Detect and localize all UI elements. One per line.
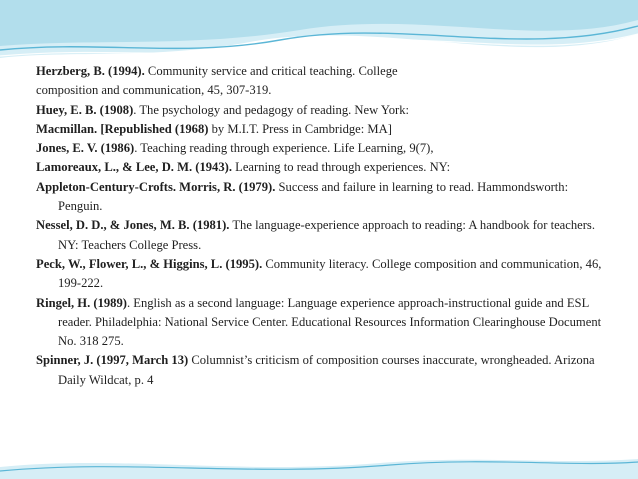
reference-spinner xyxy=(36,351,606,390)
reference-author: Herzberg, B. (1994). xyxy=(36,64,145,78)
reference-author: Huey, E. B. (1908) xyxy=(36,102,134,117)
reference-author: Lamoreaux, L., & Lee, D. M. (1943). xyxy=(36,160,232,175)
reference-text: Community literacy. College composition and communication, 46, 199-222. xyxy=(58,256,602,291)
reference-text: Columnist’s criticism of composition courses inaccurate, wrongheaded. Arizona Daily Wildcat, p. 4 xyxy=(58,353,595,387)
reference-herzberg xyxy=(36,62,606,81)
reference-text: The language-experience approach to reading: A handbook for teachers. NY: Teachers College Press. xyxy=(58,218,595,252)
reference-lamoreaux xyxy=(36,158,606,177)
reference-text: . Teaching reading through experience. Life Learning, 9(7), xyxy=(134,141,434,156)
reference-author: Peck, W., Flower, L., & Higgins, L. (1995). xyxy=(36,256,263,271)
reference-author: Jones, E. V. (1986) xyxy=(36,141,135,156)
reference-list xyxy=(36,62,606,390)
reference-ringel xyxy=(36,294,606,352)
reference-nessel xyxy=(36,216,606,255)
reference-text: . The psychology and pedagogy of reading. New York: xyxy=(133,102,409,117)
reference-text: Learning to read through experiences. NY: xyxy=(232,160,451,175)
reference-huey xyxy=(36,101,606,120)
reference-text: Success and failure in learning to read. Hammondsworth: Penguin. xyxy=(58,179,569,214)
reference-macmillan xyxy=(36,120,606,139)
top-wave-decoration xyxy=(0,0,638,70)
reference-author: Ringel, H. (1989) xyxy=(36,295,127,310)
reference-author: Spinner, J. (1997, March 13) xyxy=(36,353,189,368)
reference-text: by M.I.T. Press in Cambridge: MA] xyxy=(208,121,392,136)
reference-author: Macmillan. [Republished (1968) xyxy=(36,121,209,136)
reference-text: . English as a second language: Language experience approach-instructional guide and ESL reader. Philadelphia: National Service Center. Educational Resources Information Clearinghouse Document No. 318 275. xyxy=(58,295,602,349)
reference-appleton-morris xyxy=(36,178,606,217)
reference-text: composition and communication, 45, 307-319. xyxy=(36,83,272,98)
reference-author: Appleton-Century-Crofts. Morris, R. (1979). xyxy=(36,179,276,194)
bottom-wave-decoration xyxy=(0,449,638,479)
reference-herzberg-continued xyxy=(36,81,606,100)
reference-author: Nessel, D. D., & Jones, M. B. (1981). xyxy=(36,218,230,233)
reference-text: Community service and critical teaching. College xyxy=(144,64,398,78)
reference-peck xyxy=(36,255,606,294)
reference-jones xyxy=(36,139,606,158)
